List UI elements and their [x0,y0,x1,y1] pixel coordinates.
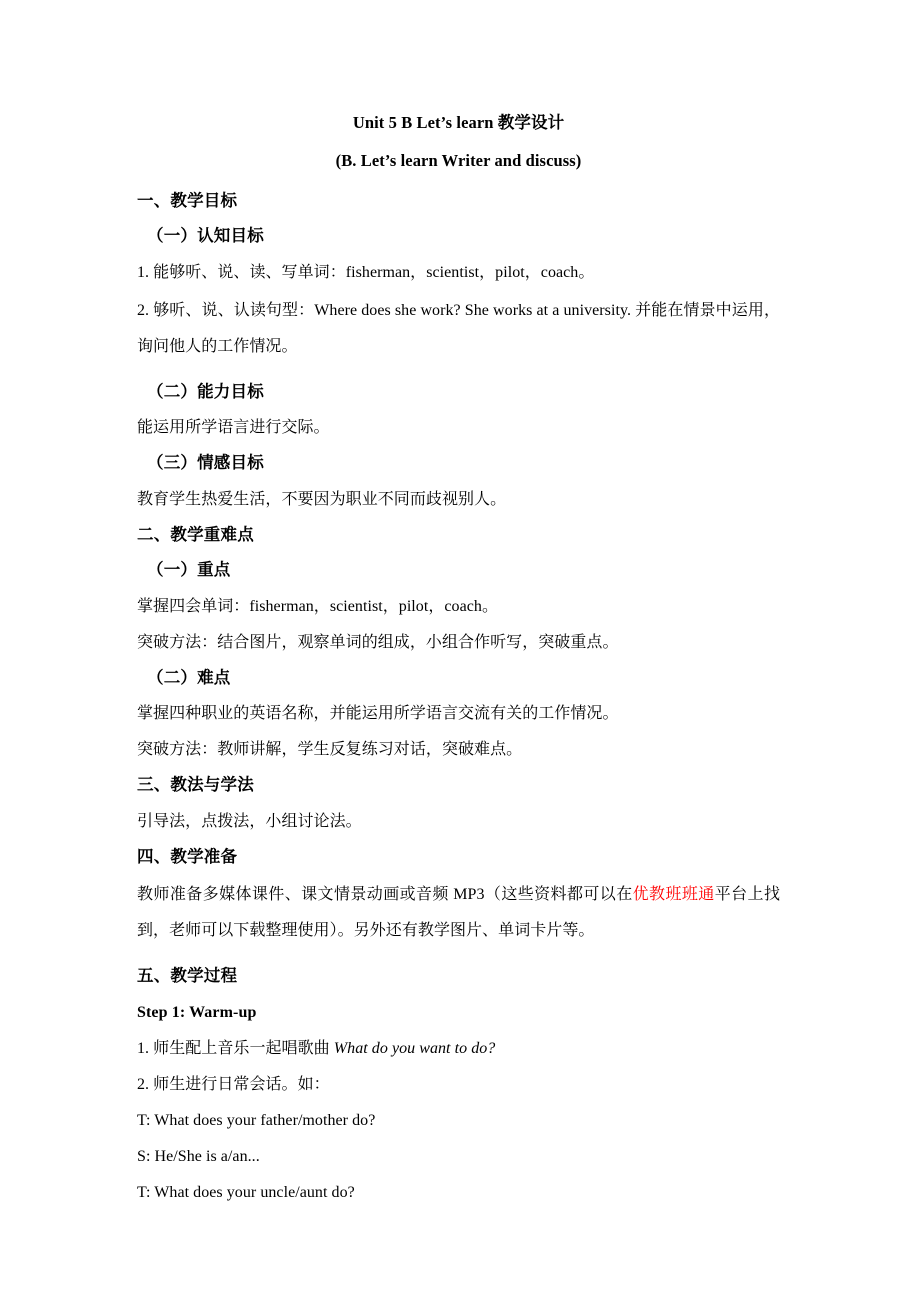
methods-body: 引导法，点拨法，小组讨论法。 [137,812,362,830]
dialogue-line-teacher-2: T: What does your uncle/aunt do? [137,1183,355,1201]
song-title: What do you want to do? [333,1039,496,1057]
emotional-objective-body: 教育学生热爱生活，不要因为职业不同而歧视别人。 [137,490,507,508]
heading-ability-objectives: （二）能力目标 [147,381,264,401]
heading-difficult-points: （二）难点 [147,667,231,687]
preparation-text-part1: 教师准备多媒体课件、课文情景动画或音频 MP3（这些资料都可以在 [137,886,633,904]
preparation-body [137,877,780,949]
difficult-points-body-2: 突破方法：教师讲解，学生反复练习对话，突破难点。 [137,741,523,759]
preparation-platform-highlight: 优教班班通 [632,886,715,904]
preparation-text-part2: 平台上找到，老师可以下载整理使用）。另外还有教学图片、单词卡片等。 [137,886,780,940]
ability-objective-body: 能运用所学语言进行交际。 [137,419,330,437]
objective-item-1: 1. 能够听、说、读、写单词：fisherman，scientist，pilot，coach。 [137,263,595,281]
heading-teaching-objectives: 一、教学目标 [137,190,238,210]
heading-key-difficult-points: 二、教学重难点 [137,524,254,544]
key-points-body-2: 突破方法：结合图片，观察单词的组成，小组合作听写，突破重点。 [137,633,619,651]
objective-item-2: 2. 够听、说、认读句型：Where does she work? She works at a university. 并能在情景中运用，询问他人的工作情况。 [137,301,780,355]
heading-teaching-learning-methods: 三、教法与学法 [137,775,254,795]
page-subtitle: (B. Let’s learn Writer and discuss) [335,151,582,171]
key-points-body-1: 掌握四会单词：fisherman，scientist，pilot，coach。 [137,597,499,615]
heading-step-1-warm-up: Step 1: Warm-up [137,1003,257,1021]
step1-item-1 [137,1041,780,1057]
heading-teaching-process: 五、教学过程 [137,966,238,986]
heading-cognitive-objectives: （一）认知目标 [147,226,264,246]
difficult-points-body-1: 掌握四种职业的英语名称，并能运用所学语言交流有关的工作情况。 [137,705,619,723]
heading-key-points: （一）重点 [147,560,231,580]
page-title: Unit 5 B Let’s learn 教学设计 [352,113,565,132]
dialogue-line-teacher-1: T: What does your father/mother do? [137,1111,376,1129]
heading-emotional-objectives: （三）情感目标 [147,453,264,473]
dialogue-line-student-1: S: He/She is a/an... [137,1147,260,1165]
heading-teaching-preparation: 四、教学准备 [137,846,238,866]
step1-item-1-prefix: 1. 师生配上音乐一起唱歌曲 [137,1039,334,1057]
step1-item-2: 2. 师生进行日常会话。如： [137,1075,330,1093]
